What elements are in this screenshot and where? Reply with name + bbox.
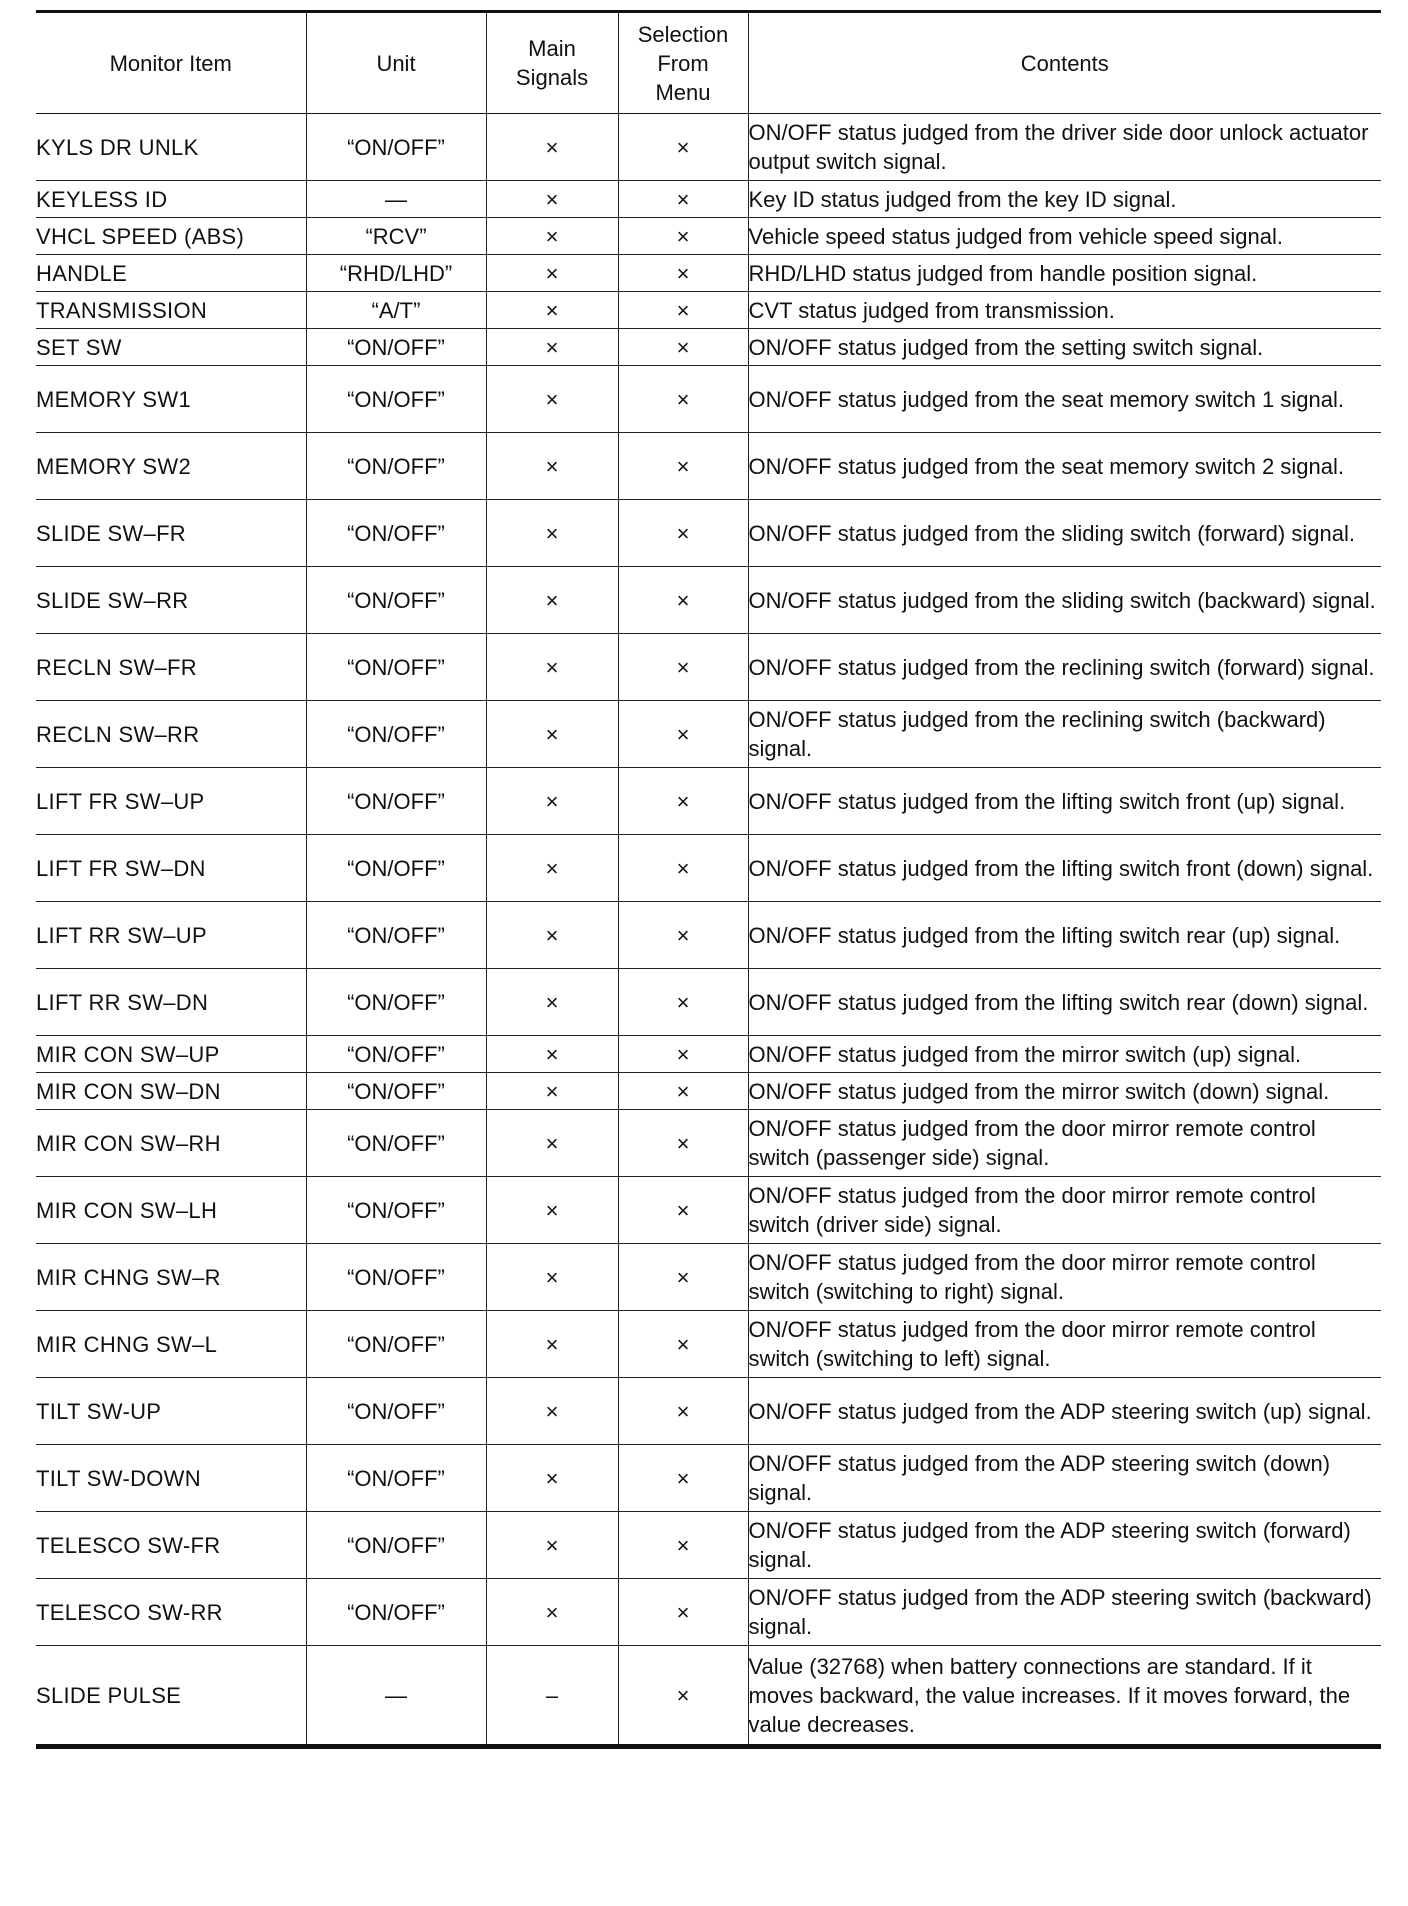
table-row [36,634,1381,701]
unit-cell: “RHD/LHD” [306,255,486,292]
monitor-item-cell: MIR CON SW–RH [36,1110,306,1177]
unit-cell: “ON/OFF” [306,366,486,433]
monitor-item-cell: SLIDE SW–RR [36,567,306,634]
unit-cell: “ON/OFF” [306,969,486,1036]
monitor-item-cell: TELESCO SW-RR [36,1579,306,1646]
main-signals-cell: × [486,1244,618,1311]
monitor-item-cell: MIR CON SW–LH [36,1177,306,1244]
unit-cell: “ON/OFF” [306,1579,486,1646]
selection-from-menu-cell: × [618,634,748,701]
contents-cell: ON/OFF status judged from the door mirror remote control switch (switching to left) signal. [748,1311,1381,1378]
selection-from-menu-cell: × [618,366,748,433]
unit-cell: “ON/OFF” [306,1445,486,1512]
contents-cell: ON/OFF status judged from the ADP steering switch (up) signal. [748,1378,1381,1445]
main-signals-cell: × [486,835,618,902]
contents-cell: ON/OFF status judged from the reclining switch (forward) signal. [748,634,1381,701]
monitor-item-cell: LIFT RR SW–DN [36,969,306,1036]
unit-cell: “ON/OFF” [306,1036,486,1073]
unit-cell: “RCV” [306,218,486,255]
main-signals-cell: × [486,1177,618,1244]
monitor-item-cell: VHCL SPEED (ABS) [36,218,306,255]
header-selection-from-menu: Selection From Menu [618,12,748,114]
selection-from-menu-cell: × [618,1073,748,1110]
monitor-item-cell: SLIDE PULSE [36,1646,306,1747]
selection-from-menu-cell: × [618,701,748,768]
contents-cell: ON/OFF status judged from the door mirror remote control switch (passenger side) signal. [748,1110,1381,1177]
unit-cell: “ON/OFF” [306,329,486,366]
unit-cell: “ON/OFF” [306,1311,486,1378]
contents-cell: ON/OFF status judged from the lifting switch rear (up) signal. [748,902,1381,969]
main-signals-cell: – [486,1646,618,1747]
selection-from-menu-cell: × [618,114,748,181]
contents-cell: CVT status judged from transmission. [748,292,1381,329]
contents-cell: ON/OFF status judged from the door mirror remote control switch (driver side) signal. [748,1177,1381,1244]
table-row [36,500,1381,567]
contents-cell: ON/OFF status judged from the door mirror remote control switch (switching to right) signal. [748,1244,1381,1311]
selection-from-menu-cell: × [618,1244,748,1311]
main-signals-cell: × [486,567,618,634]
contents-cell: Key ID status judged from the key ID signal. [748,181,1381,218]
header-row [36,12,1381,114]
unit-cell: “ON/OFF” [306,114,486,181]
monitor-item-cell: MIR CHNG SW–R [36,1244,306,1311]
selection-from-menu-cell: × [618,1512,748,1579]
table-row [36,366,1381,433]
contents-cell: Vehicle speed status judged from vehicle speed signal. [748,218,1381,255]
selection-from-menu-cell: × [618,1646,748,1747]
monitor-item-cell: TRANSMISSION [36,292,306,329]
selection-from-menu-cell: × [618,218,748,255]
table-body [36,114,1381,1747]
table-row [36,1036,1381,1073]
table-row [36,1110,1381,1177]
monitor-item-cell: KEYLESS ID [36,181,306,218]
monitor-item-cell: SLIDE SW–FR [36,500,306,567]
table-row [36,1311,1381,1378]
selection-from-menu-cell: × [618,1445,748,1512]
main-signals-cell: × [486,1378,618,1445]
contents-cell: ON/OFF status judged from the ADP steering switch (down) signal. [748,1445,1381,1512]
main-signals-cell: × [486,181,618,218]
unit-cell: “ON/OFF” [306,902,486,969]
header-main-signals: Main Signals [486,12,618,114]
table-row [36,292,1381,329]
table-row [36,835,1381,902]
header-contents: Contents [748,12,1381,114]
contents-cell: ON/OFF status judged from the driver side door unlock actuator output switch signal. [748,114,1381,181]
table-row [36,433,1381,500]
selection-from-menu-cell: × [618,500,748,567]
unit-cell: “ON/OFF” [306,1244,486,1311]
selection-from-menu-cell: × [618,1579,748,1646]
main-signals-cell: × [486,218,618,255]
selection-from-menu-cell: × [618,969,748,1036]
main-signals-cell: × [486,329,618,366]
main-signals-cell: × [486,433,618,500]
monitor-item-cell: KYLS DR UNLK [36,114,306,181]
unit-cell: “ON/OFF” [306,500,486,567]
table-row [36,1646,1381,1747]
contents-cell: ON/OFF status judged from the mirror switch (down) signal. [748,1073,1381,1110]
contents-cell: ON/OFF status judged from the setting switch signal. [748,329,1381,366]
table-row [36,567,1381,634]
contents-cell: ON/OFF status judged from the sliding switch (forward) signal. [748,500,1381,567]
table-row [36,768,1381,835]
selection-from-menu-cell: × [618,181,748,218]
monitor-item-cell: MIR CHNG SW–L [36,1311,306,1378]
selection-from-menu-cell: × [618,835,748,902]
table-row [36,1378,1381,1445]
contents-cell: RHD/LHD status judged from handle position signal. [748,255,1381,292]
selection-from-menu-cell: × [618,433,748,500]
contents-cell: ON/OFF status judged from the lifting switch front (down) signal. [748,835,1381,902]
selection-from-menu-cell: × [618,567,748,634]
table-row [36,329,1381,366]
table-row [36,1073,1381,1110]
selection-from-menu-cell: × [618,329,748,366]
contents-cell: ON/OFF status judged from the reclining switch (backward) signal. [748,701,1381,768]
selection-from-menu-cell: × [618,902,748,969]
monitor-item-cell: HANDLE [36,255,306,292]
contents-cell: ON/OFF status judged from the ADP steering switch (forward) signal. [748,1512,1381,1579]
main-signals-cell: × [486,1445,618,1512]
table-row [36,1579,1381,1646]
selection-from-menu-cell: × [618,255,748,292]
unit-cell: “ON/OFF” [306,1177,486,1244]
unit-cell: “ON/OFF” [306,1110,486,1177]
monitor-item-cell: MEMORY SW1 [36,366,306,433]
table-row [36,181,1381,218]
unit-cell: “ON/OFF” [306,701,486,768]
table-row [36,1512,1381,1579]
monitor-item-cell: LIFT RR SW–UP [36,902,306,969]
table-row [36,1445,1381,1512]
contents-cell: Value (32768) when battery connections are standard. If it moves backward, the value increases. If it moves forward, the value decreases. [748,1646,1381,1747]
monitor-item-cell: MIR CON SW–UP [36,1036,306,1073]
unit-cell: “ON/OFF” [306,1073,486,1110]
main-signals-cell: × [486,1110,618,1177]
unit-cell: — [306,181,486,218]
monitor-item-cell: MEMORY SW2 [36,433,306,500]
main-signals-cell: × [486,634,618,701]
table-row [36,218,1381,255]
monitor-item-cell: TILT SW-DOWN [36,1445,306,1512]
selection-from-menu-cell: × [618,292,748,329]
selection-from-menu-cell: × [618,1036,748,1073]
unit-cell: “ON/OFF” [306,433,486,500]
main-signals-cell: × [486,1579,618,1646]
contents-cell: ON/OFF status judged from the lifting switch rear (down) signal. [748,969,1381,1036]
table-row [36,114,1381,181]
contents-cell: ON/OFF status judged from the ADP steering switch (backward) signal. [748,1579,1381,1646]
unit-cell: — [306,1646,486,1747]
selection-from-menu-cell: × [618,768,748,835]
table-row [36,255,1381,292]
main-signals-cell: × [486,255,618,292]
unit-cell: “ON/OFF” [306,835,486,902]
main-signals-cell: × [486,1036,618,1073]
monitor-item-cell: RECLN SW–FR [36,634,306,701]
main-signals-cell: × [486,1311,618,1378]
monitor-item-cell: LIFT FR SW–DN [36,835,306,902]
main-signals-cell: × [486,500,618,567]
selection-from-menu-cell: × [618,1177,748,1244]
selection-from-menu-cell: × [618,1378,748,1445]
main-signals-cell: × [486,114,618,181]
main-signals-cell: × [486,902,618,969]
contents-cell: ON/OFF status judged from the mirror switch (up) signal. [748,1036,1381,1073]
table-row [36,902,1381,969]
main-signals-cell: × [486,292,618,329]
unit-cell: “ON/OFF” [306,1512,486,1579]
table-row [36,969,1381,1036]
unit-cell: “ON/OFF” [306,768,486,835]
monitor-item-cell: TILT SW-UP [36,1378,306,1445]
selection-from-menu-cell: × [618,1311,748,1378]
table-row [36,1244,1381,1311]
contents-cell: ON/OFF status judged from the lifting switch front (up) signal. [748,768,1381,835]
unit-cell: “ON/OFF” [306,1378,486,1445]
unit-cell: “ON/OFF” [306,567,486,634]
main-signals-cell: × [486,1512,618,1579]
monitor-item-cell: RECLN SW–RR [36,701,306,768]
header-monitor-item: Monitor Item [36,12,306,114]
contents-cell: ON/OFF status judged from the seat memory switch 2 signal. [748,433,1381,500]
monitor-item-table [36,10,1381,1749]
monitor-item-cell: SET SW [36,329,306,366]
unit-cell: “A/T” [306,292,486,329]
monitor-item-cell: MIR CON SW–DN [36,1073,306,1110]
table-row [36,701,1381,768]
header-unit: Unit [306,12,486,114]
unit-cell: “ON/OFF” [306,634,486,701]
main-signals-cell: × [486,768,618,835]
main-signals-cell: × [486,366,618,433]
selection-from-menu-cell: × [618,1110,748,1177]
table-row [36,1177,1381,1244]
monitor-item-cell: LIFT FR SW–UP [36,768,306,835]
monitor-item-cell: TELESCO SW-FR [36,1512,306,1579]
main-signals-cell: × [486,1073,618,1110]
contents-cell: ON/OFF status judged from the sliding switch (backward) signal. [748,567,1381,634]
contents-cell: ON/OFF status judged from the seat memory switch 1 signal. [748,366,1381,433]
main-signals-cell: × [486,969,618,1036]
main-signals-cell: × [486,701,618,768]
